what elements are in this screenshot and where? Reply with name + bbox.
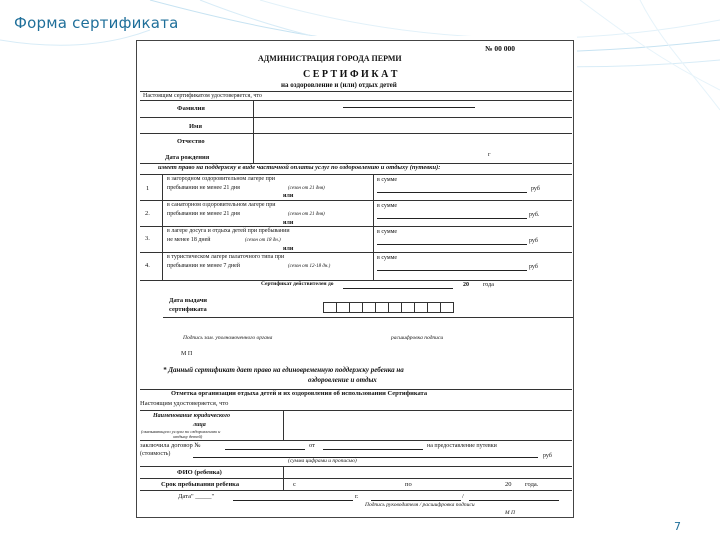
legal-entity-note: (оказывающего услуги по оздоровлению и bbox=[141, 429, 221, 434]
option-line2: пребывании не менее 21 дня bbox=[167, 185, 240, 191]
page-number: 7 bbox=[674, 520, 681, 533]
certificate-number: № 00 000 bbox=[485, 44, 516, 53]
issue-date-label: Дата выдачи bbox=[169, 297, 207, 304]
notice-line2: оздоровление и отдых bbox=[308, 376, 377, 384]
or-word: или bbox=[283, 193, 294, 199]
rule bbox=[373, 174, 374, 280]
option-note: (сезон от 12-18 дн.) bbox=[288, 264, 331, 269]
certificate-title: С Е Р Т И Ф И К А Т bbox=[303, 69, 398, 80]
currency: руб bbox=[529, 238, 538, 244]
amount-label: в сумме bbox=[377, 229, 398, 235]
contract-label: заключила договор № bbox=[140, 442, 201, 449]
contract-cost: (стоимость) bbox=[140, 451, 171, 457]
option-note: (сезон от 21 дня) bbox=[288, 186, 325, 191]
option-line1: в туристическом лагере палаточного типа при bbox=[167, 254, 285, 260]
stay-year-suffix: года. bbox=[525, 481, 539, 488]
currency: руб bbox=[529, 264, 538, 270]
rule bbox=[283, 410, 284, 440]
option-line1: в лагере досуга и отдыха детей при пребывании bbox=[167, 228, 290, 234]
option-line2: не менее 18 дней bbox=[167, 237, 211, 243]
option-number: 1 bbox=[146, 185, 150, 192]
contract-from: от bbox=[309, 442, 316, 449]
rule bbox=[140, 280, 572, 281]
stay-period-label: Срок пребывания ребенка bbox=[161, 481, 240, 488]
head-signature: Подпись руководителя / расшифровка подписи bbox=[365, 502, 475, 508]
valid-until-label: Сертификат действителен до bbox=[261, 281, 334, 287]
amount-line bbox=[377, 192, 527, 193]
option-line1: в загородном оздоровительном лагере при bbox=[167, 176, 276, 182]
rule bbox=[162, 174, 163, 280]
option-line2: пребывании не менее 7 дней bbox=[167, 263, 241, 269]
date-line bbox=[233, 500, 353, 501]
rule bbox=[283, 466, 284, 490]
administration-title: АДМИНИСТРАЦИЯ ГОРОДА ПЕРМИ bbox=[258, 54, 402, 63]
stay-from: с bbox=[293, 481, 296, 488]
rule bbox=[140, 440, 572, 441]
legal-entity-label: Наименование юридического bbox=[153, 413, 231, 419]
date-box bbox=[362, 302, 376, 313]
date-box bbox=[349, 302, 363, 313]
seal-mark: М П bbox=[181, 351, 193, 357]
date-year-suffix: г. bbox=[355, 493, 359, 500]
rule bbox=[140, 200, 572, 201]
rule bbox=[140, 478, 572, 479]
rule bbox=[140, 133, 572, 134]
date-box bbox=[440, 302, 454, 313]
signature-line bbox=[371, 500, 461, 501]
usage-certifies: Настоящим удостоверяется, что bbox=[140, 400, 229, 407]
valid-year-suffix: года bbox=[483, 282, 494, 288]
date-box bbox=[401, 302, 415, 313]
cost-line bbox=[193, 457, 538, 458]
usage-header: Отметка организации отдыха детей и их оздоровления об использовании Сертификата bbox=[171, 390, 428, 397]
signature-caption: Подпись зам. уполномоченного органа bbox=[183, 335, 273, 341]
birth-year-suffix: г bbox=[488, 152, 491, 158]
rule bbox=[140, 117, 572, 118]
rule bbox=[140, 226, 572, 227]
birth-date-label: Дата рождения bbox=[165, 154, 210, 161]
date-box bbox=[375, 302, 389, 313]
or-word: или bbox=[283, 246, 294, 252]
valid-until-line bbox=[343, 288, 453, 289]
patronymic-label: Отчество bbox=[177, 138, 205, 145]
amount-line bbox=[377, 218, 527, 219]
date-box bbox=[414, 302, 428, 313]
slash: / bbox=[462, 493, 464, 500]
rule bbox=[140, 100, 572, 101]
child-name-label: ФИО (ребенка) bbox=[177, 469, 222, 476]
rule bbox=[140, 466, 572, 467]
option-line1: в санаторном оздоровительном лагере при bbox=[167, 202, 276, 208]
head-seal: М П bbox=[505, 510, 515, 516]
stay-year: 20 bbox=[505, 481, 512, 488]
option-number: 2. bbox=[145, 210, 150, 217]
currency: руб bbox=[531, 186, 540, 192]
rule bbox=[140, 91, 572, 92]
rule bbox=[140, 490, 572, 491]
option-note: (сезон от 18 дн.) bbox=[245, 238, 281, 243]
rule bbox=[140, 410, 572, 411]
certificate-subtitle: на оздоровление и (или) отдых детей bbox=[281, 81, 397, 89]
option-line2: пребывании не менее 21 дня bbox=[167, 211, 240, 217]
amount-label: в сумме bbox=[377, 177, 398, 183]
rule bbox=[253, 100, 254, 163]
contract-number-line bbox=[225, 449, 305, 450]
rule bbox=[140, 252, 572, 253]
date-box bbox=[323, 302, 337, 313]
date-box bbox=[388, 302, 402, 313]
surname-line bbox=[343, 107, 475, 108]
issue-date-label-2: сертификата bbox=[169, 306, 207, 313]
legal-entity-note-2: отдыху детей) bbox=[173, 434, 203, 439]
eligibility-header: имеет право на поддержку в виде частичной оплаты услуг по оздоровлению и отдыху (путевки): bbox=[158, 164, 441, 171]
currency: руб. bbox=[529, 212, 540, 218]
date-label: Дата" _____" bbox=[178, 493, 215, 500]
decode-line bbox=[469, 500, 559, 501]
contract-currency: руб bbox=[543, 453, 552, 459]
signature-decode: расшифровка подписи bbox=[391, 335, 444, 341]
date-box bbox=[336, 302, 350, 313]
contract-date-line bbox=[323, 449, 423, 450]
amount-line bbox=[377, 244, 527, 245]
amount-label: в сумме bbox=[377, 255, 398, 261]
option-note: (сезон от 21 дня) bbox=[288, 212, 325, 217]
legal-entity-label-2: лица bbox=[193, 422, 206, 428]
surname-label: Фамилия bbox=[177, 105, 205, 112]
certifies-text: Настоящим сертификатом удостоверяется, что bbox=[143, 93, 262, 99]
notice-line1: * Данный сертификат дает право на единовременную поддержку ребенка на bbox=[163, 366, 404, 374]
rule bbox=[163, 317, 573, 318]
rule bbox=[140, 174, 572, 175]
amount-note: (сумма цифрами и прописью) bbox=[288, 458, 357, 464]
contract-purpose: на предоставление путевки bbox=[427, 443, 497, 449]
slide-title: Форма сертификата bbox=[14, 14, 179, 32]
or-word: или bbox=[283, 220, 294, 226]
date-box bbox=[427, 302, 441, 313]
option-number: 3. bbox=[145, 235, 150, 242]
certificate-document bbox=[133, 36, 577, 522]
amount-line bbox=[377, 270, 527, 271]
stay-to: по bbox=[405, 481, 412, 488]
valid-year: 20 bbox=[463, 282, 469, 288]
amount-label: в сумме bbox=[377, 203, 398, 209]
option-number: 4. bbox=[145, 262, 150, 269]
name-label: Имя bbox=[189, 123, 202, 130]
